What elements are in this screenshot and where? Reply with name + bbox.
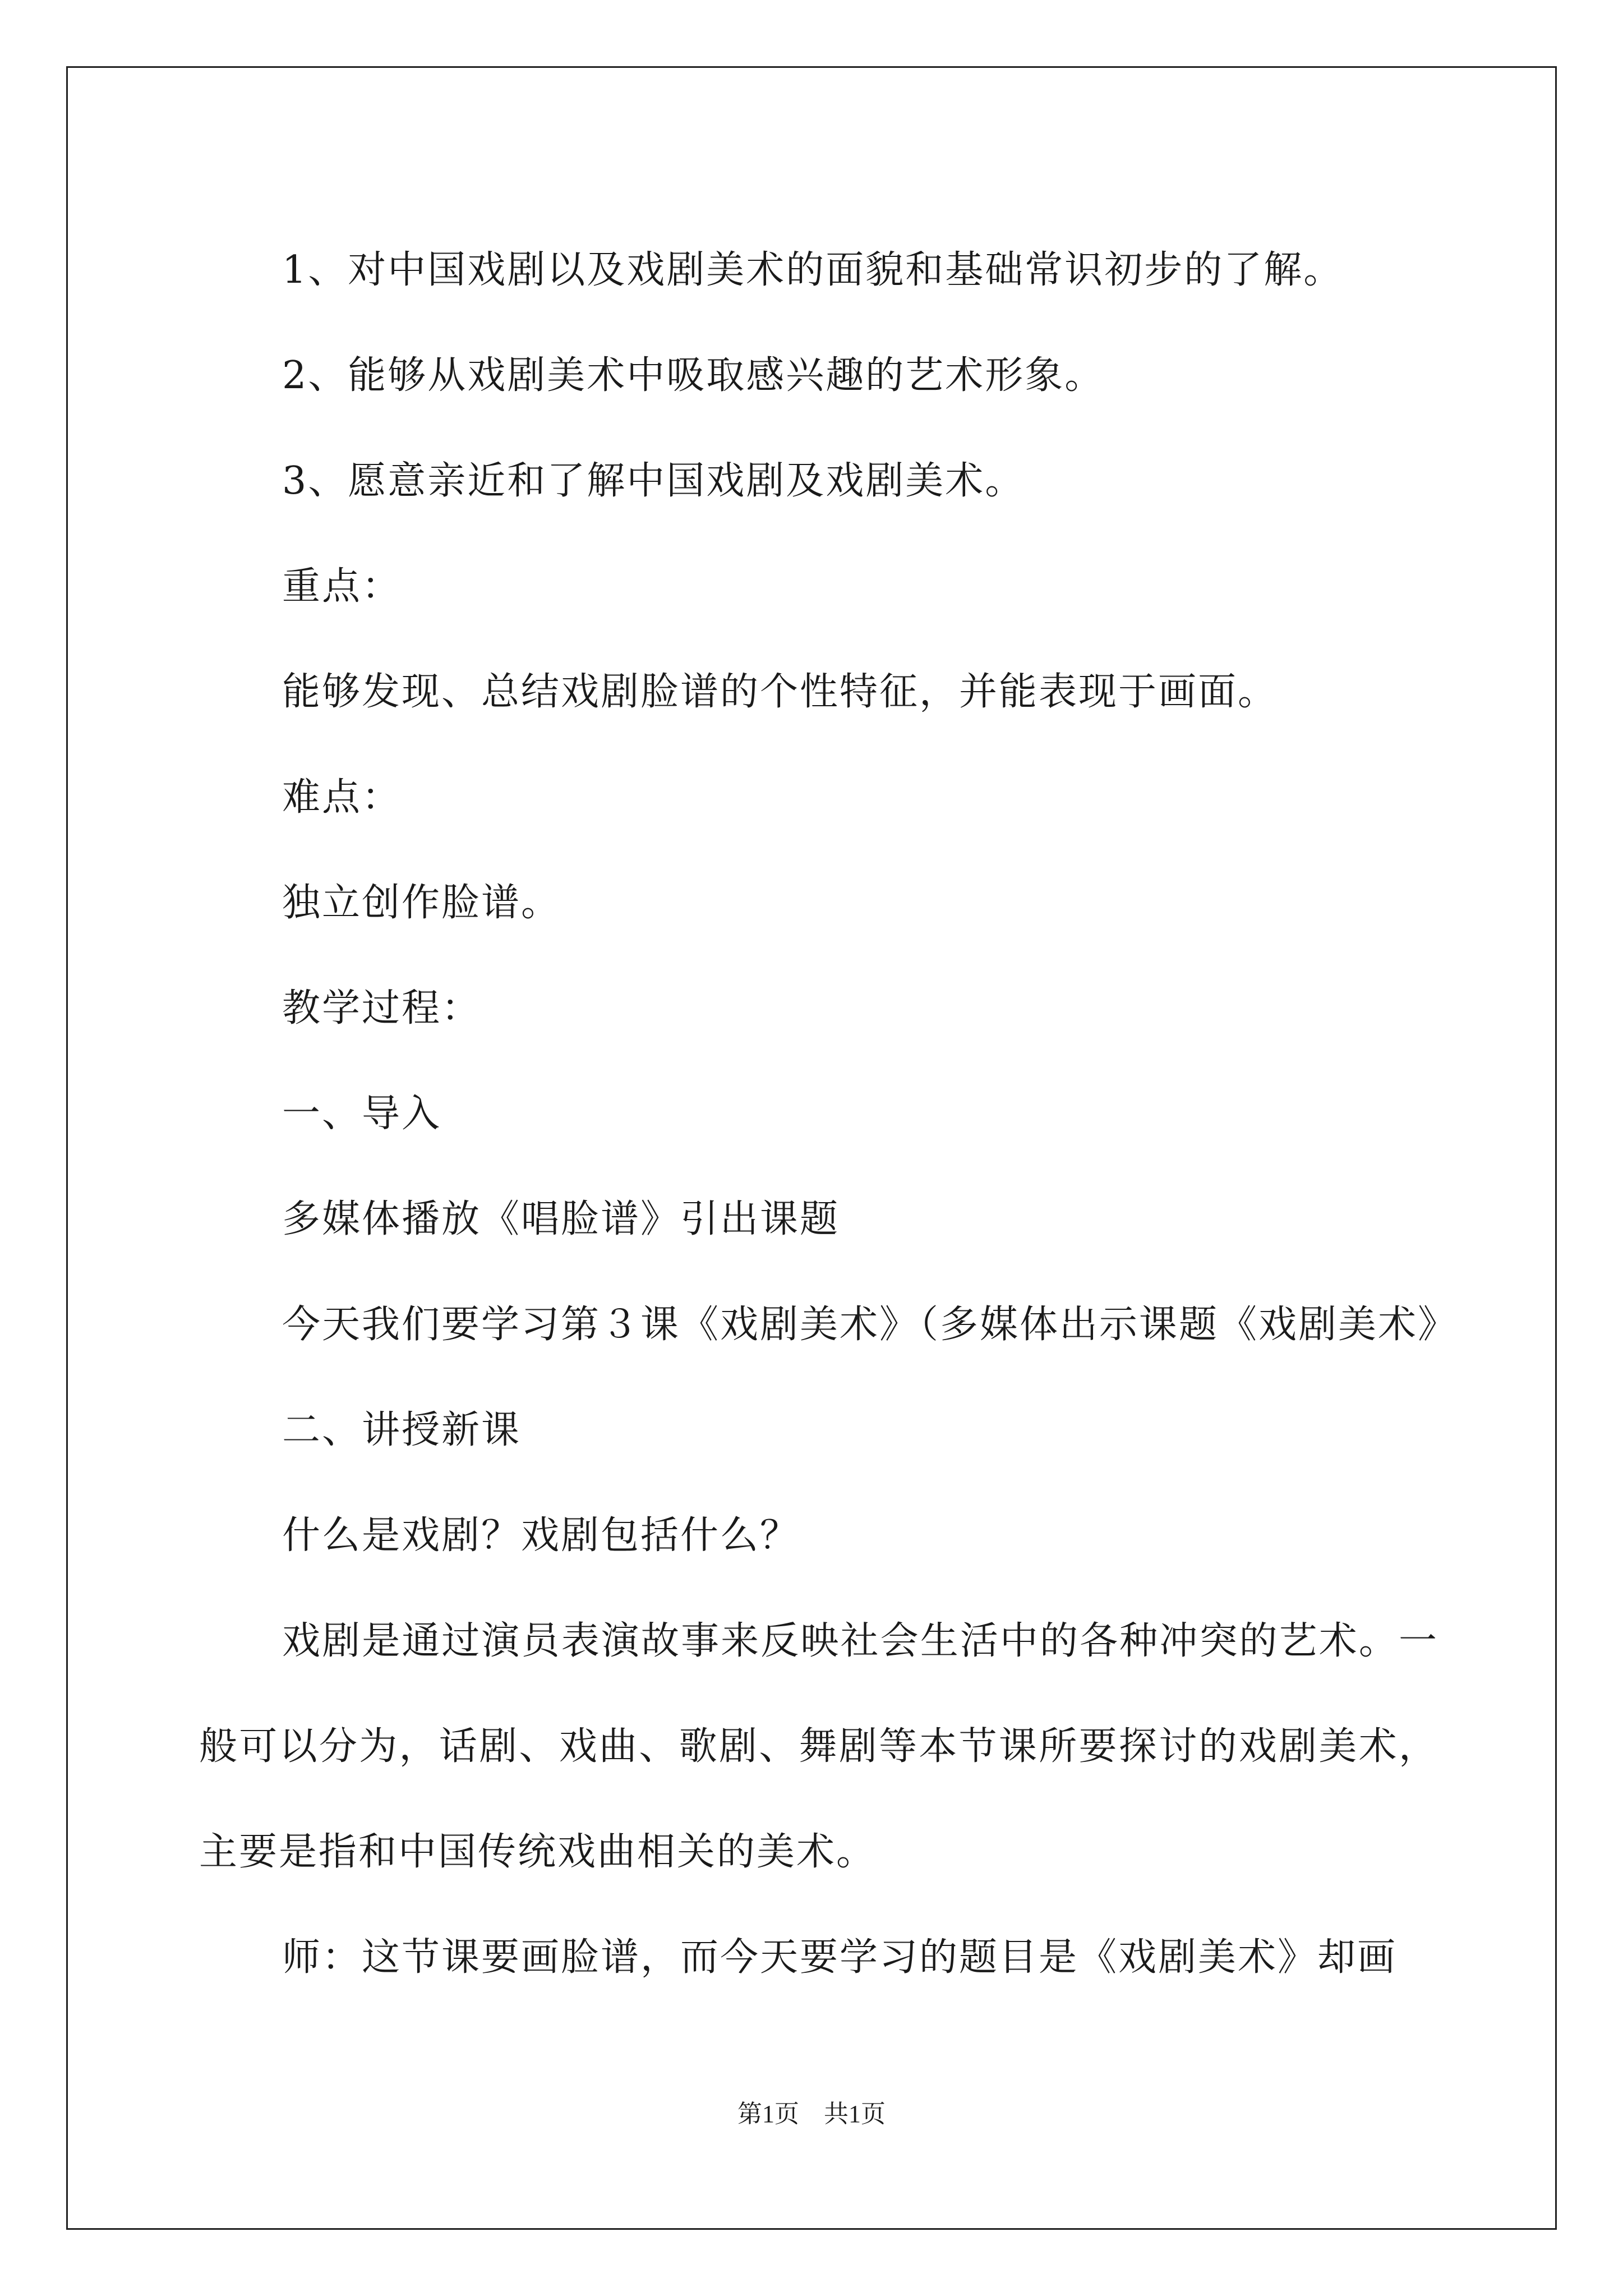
document-body	[199, 218, 1458, 2010]
difficulty-text: 独立创作脸谱。	[282, 881, 561, 925]
key-point-heading: 重点：	[282, 564, 402, 609]
question-text: 什么是戏剧？戏剧包括什么？	[282, 1513, 800, 1558]
objective-3: 3、愿意亲近和了解中国戏剧及戏剧美术。	[282, 459, 1025, 503]
difficulty-heading: 难点：	[282, 775, 402, 820]
teaching-process-heading: 教学过程：	[282, 986, 482, 1030]
section-intro-heading: 一、导入	[282, 1092, 442, 1136]
intro-text: 多媒体播放《唱脸谱》引出课题	[282, 1197, 840, 1241]
objective-2: 2、能够从戏剧美术中吸取感兴趣的艺术形象。	[282, 353, 1105, 398]
section-new-lesson-heading: 二、讲授新课	[282, 1408, 522, 1452]
page-footer: 第1页 共1页	[737, 2100, 886, 2128]
drama-definition-paragraph: 戏剧是通过演员表演故事来反映社会生活中的各种冲突的艺术。一般可以分为，话剧、戏曲、歌剧、舞剧等本节课所要探讨的戏剧美术，主要是指和中国传统戏曲相关的美术。	[199, 1619, 1438, 1874]
lesson-title-text: 今天我们要学习第３课《戏剧美术》（多媒体出示课题《戏剧美术》	[282, 1303, 1458, 1347]
key-point-text: 能够发现、总结戏剧脸谱的个性特征，并能表现于画面。	[282, 670, 1278, 714]
objective-1: 1、对中国戏剧以及戏剧美术的面貌和基础常识初步的了解。	[282, 248, 1344, 292]
teacher-remark: 师：这节课要画脸谱，而今天要学习的题目是《戏剧美术》却画	[282, 1935, 1398, 1980]
